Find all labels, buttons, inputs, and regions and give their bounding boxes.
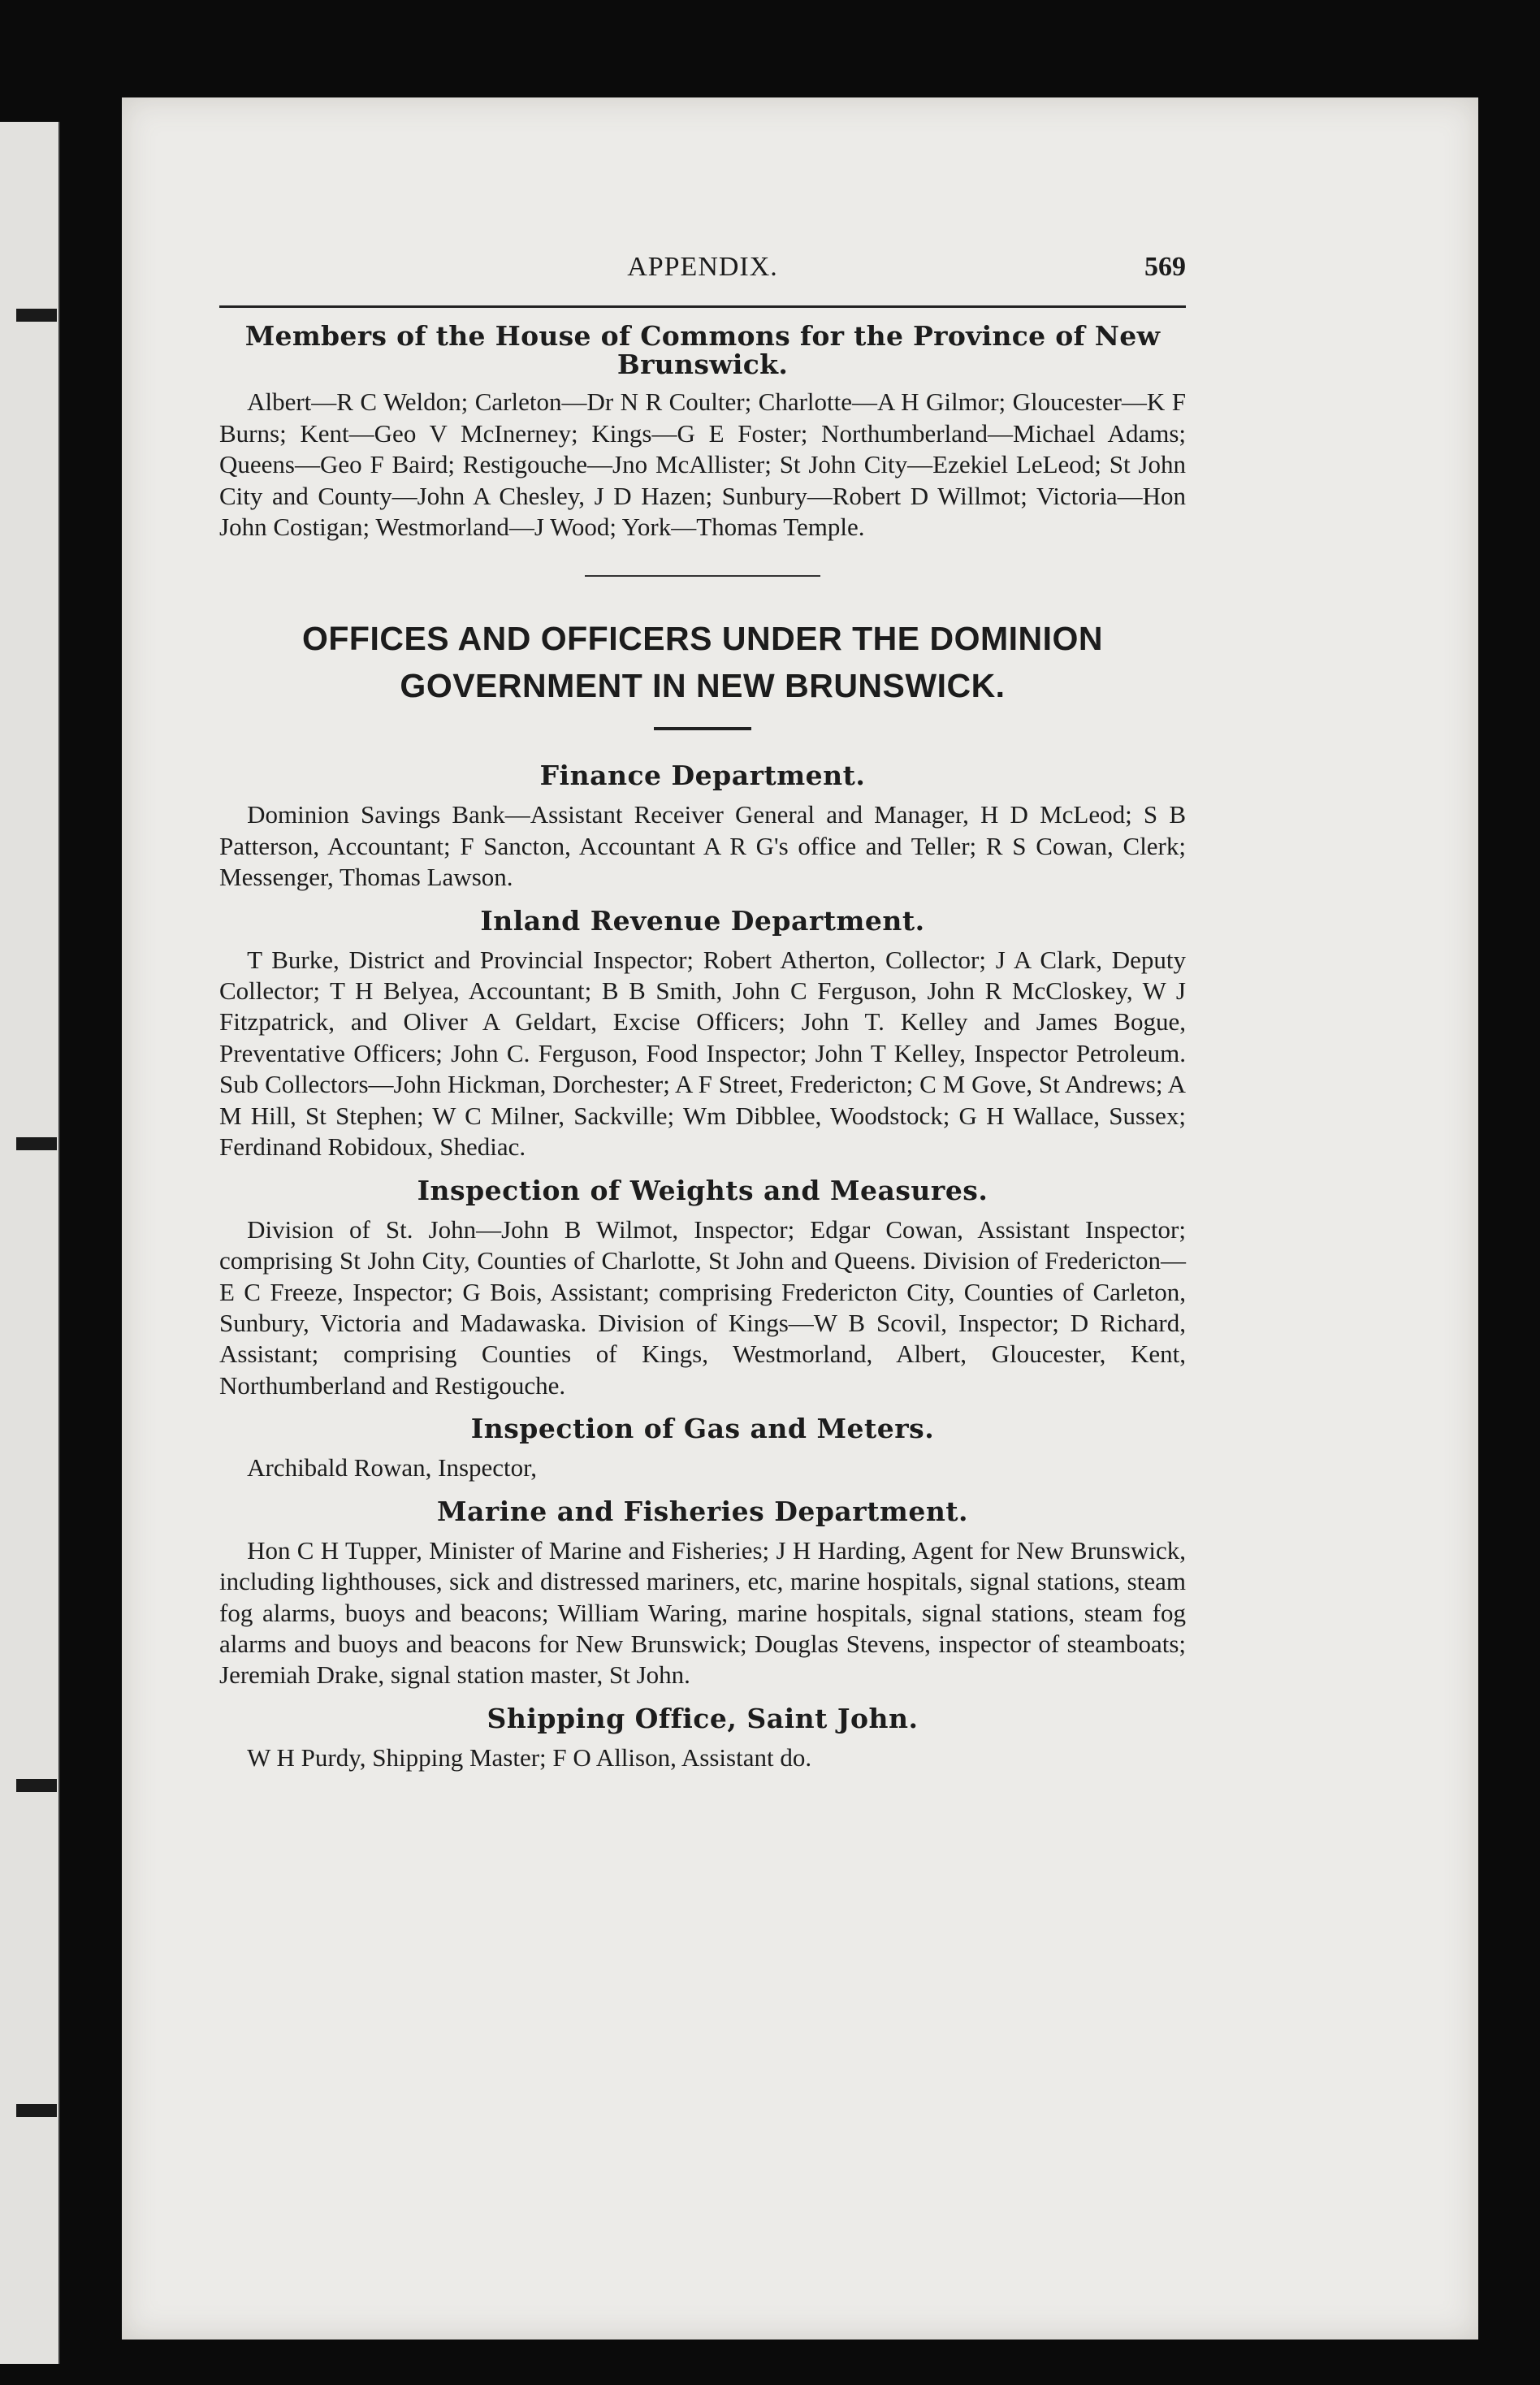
offices-title-line-2: GOVERNMENT IN NEW BRUNSWICK. [400,666,1006,704]
marine-fisheries-text: Hon C H Tupper, Minister of Marine and Fisheries; J H Harding, Agent for New Brunswick, including lighthouses, sick and distressed mariners, etc, marine hospitals, signal stations, steam fog alarms, buoys and beacons; William Waring, marine hospitals, signal stations, steam fog alarms and buoys and beacons for New Brunswick; Douglas Stevens, inspector of steamboats; Jeremiah Drake, signal station master, St John. [219,1535,1186,1690]
running-head [219,252,1186,301]
binding-stitch [16,2104,57,2117]
members-heading: Members of the House of Commons for the Province of New Brunswick. [244,320,1161,380]
section-divider [585,575,820,577]
finance-heading: Finance Department. [539,760,866,792]
offices-title-line-1: OFFICES AND OFFICERS UNDER THE DOMINION [301,620,1104,658]
inland-revenue-heading: Inland Revenue Department. [480,904,925,937]
running-head-title: APPENDIX. [627,252,778,282]
finance-text: Dominion Savings Bank—Assistant Receiver General and Manager, H D McLeod; S B Patterson, Accountant; F Sancton, Accountant A R G's office and Teller; R S Cowan, Clerk; Messenger, Thomas Lawson. [219,800,1186,892]
shipping-office-text: W H Purdy, Shipping Master; F O Allison, Assistant do. [247,1742,812,1772]
binding-stitch [16,309,57,322]
inland-revenue-text: T Burke, District and Provincial Inspector; Robert Atherton, Collector; J A Clark, Deputy Collector; T H Belyea, Accountant; B B Smith, John C Ferguson, John R McCloskey, W J Fitzpatrick, and Oliver A Geldart, Excise Officers; John T. Kelley and James Bogue, Preventative Officers; John C. Ferguson, Food Inspector; John T Kelley, Inspector Petroleum. Sub Collectors—John Hickman, Dorchester; A F Street, Fredericton; C M Gove, St Andrews; A M Hill, St Stephen; W C Milner, Sackville; Wm Dibblee, Woodstock; G H Wallace, Sussex; Ferdinand Robidoux, Shediac. [219,945,1186,1162]
weights-measures-heading: Inspection of Weights and Measures. [417,1174,988,1206]
shipping-office-heading: Shipping Office, Saint John. [487,1702,919,1734]
binding-stitch [16,1779,57,1792]
weights-measures-text: Division of St. John—John B Wilmot, Inspector; Edgar Cowan, Assistant Inspector; comprising St John City, Counties of Charlotte, St John and Queens. Division of Fredericton—E C Freeze, Inspector; G Bois, Assistant; comprising Fredericton City, Counties of Carleton, Sunbury, Victoria and Madawaska. Division of Kings—W B Scovil, Inspector; D Richard, Assistant; comprising Counties of Kings, Westmorland, Albert, Gloucester, Kent, Northumberland and Restigouche. [219,1214,1186,1400]
page-content [219,252,1186,1773]
binding-stitch [16,1137,57,1150]
page-number: 569 [1144,252,1186,282]
book-binding [0,122,60,2364]
header-rule [219,305,1186,308]
marine-fisheries-heading: Marine and Fisheries Department. [436,1495,969,1527]
gas-meters-heading: Inspection of Gas and Meters. [470,1413,935,1445]
gas-meters-text: Archibald Rowan, Inspector, [247,1453,537,1483]
offices-title [219,616,1186,709]
title-divider [654,727,751,730]
members-list: Albert—R C Weldon; Carleton—Dr N R Coulter; Charlotte—A H Gilmor; Gloucester—K F Burns; Kent—Geo V McInerney; Kings—G E Foster; Northumberland—Michael Adams; Queens—Geo F Baird; Restigouche—Jno McAllister; St John City—Ezekiel LeLeod; St John City and County—John A Chesley, J D Hazen; Sunbury—Robert D Willmot; Victoria—Hon John Costigan; Westmorland—J Wood; York—Thomas Temple. [219,387,1186,542]
